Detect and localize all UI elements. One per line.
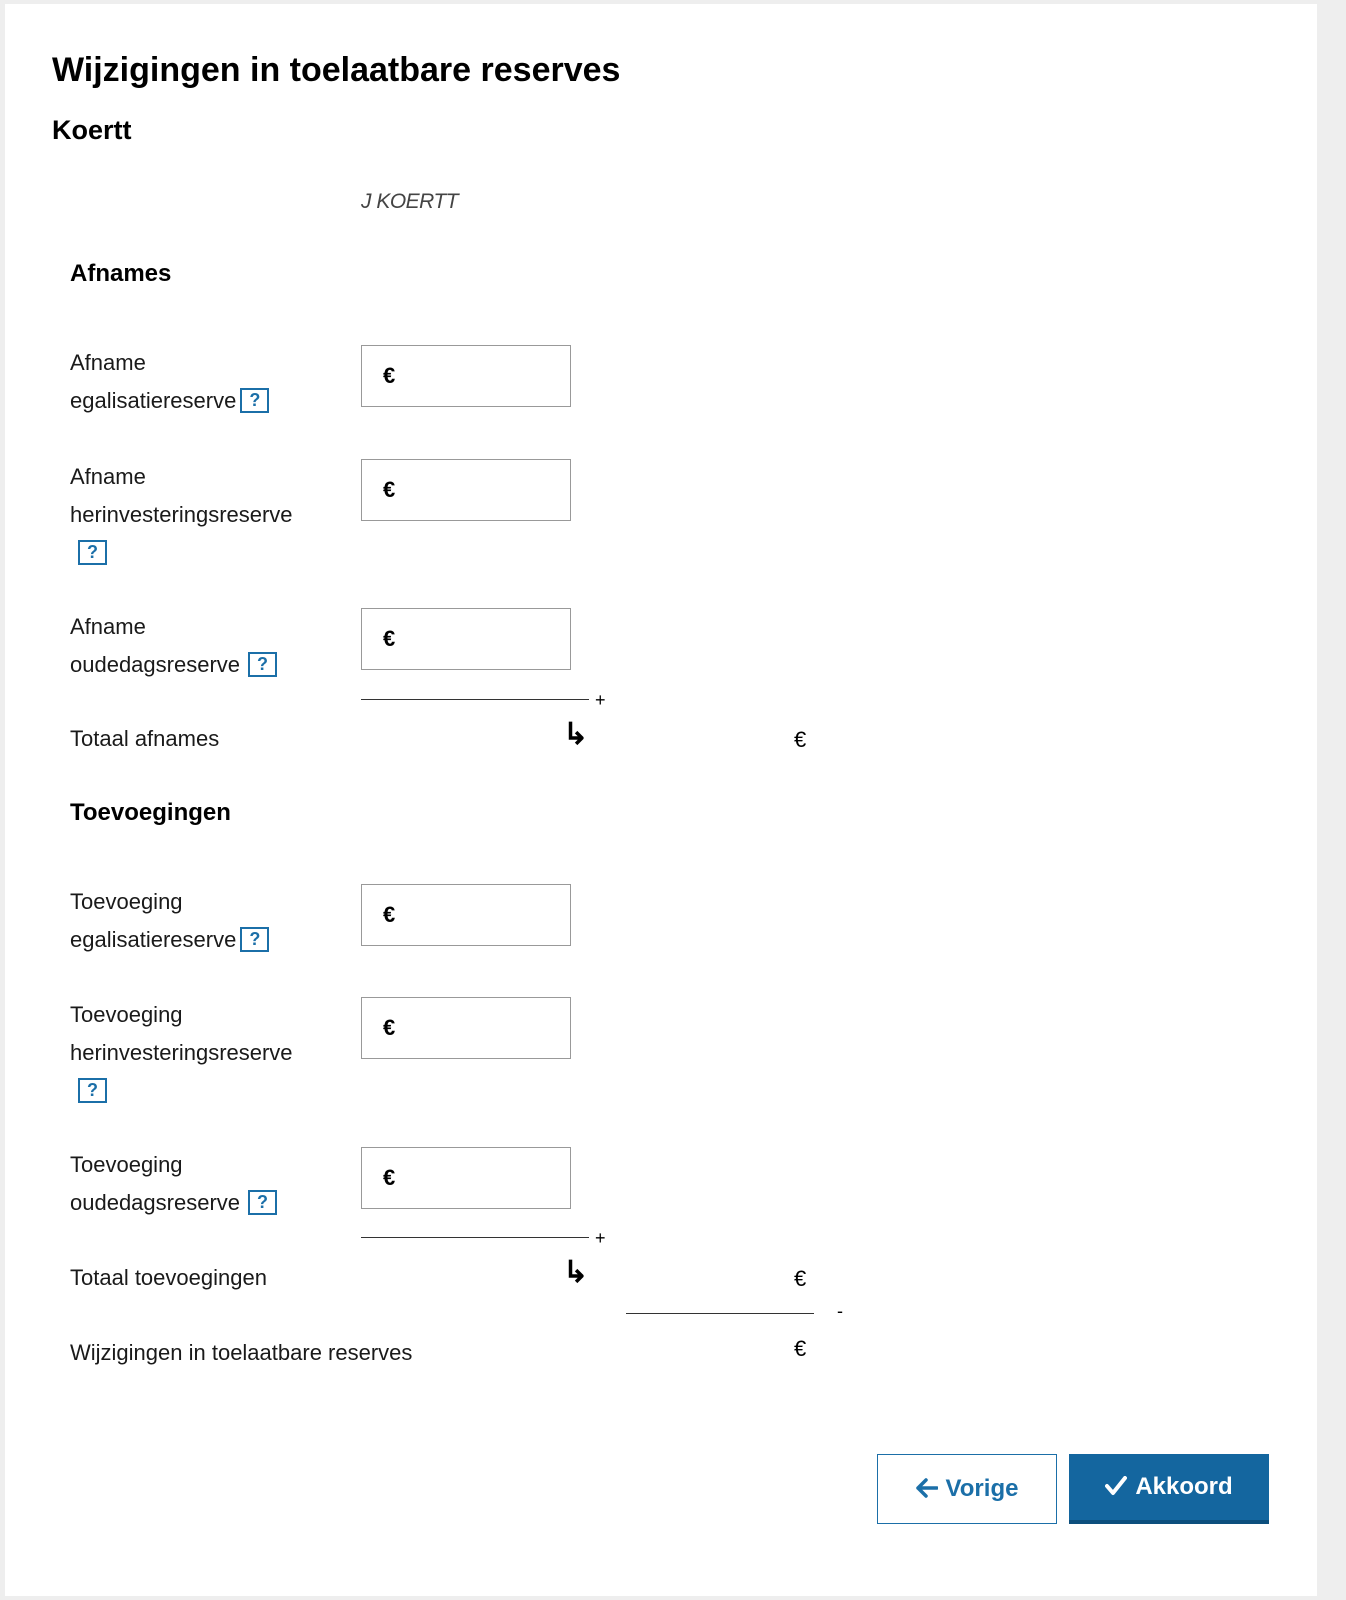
section-heading-toevoegingen: Toevoegingen [70, 799, 231, 826]
total-toevoegingen-label: Totaal toevoegingen [70, 1265, 267, 1290]
akkoord-button[interactable] [1069, 1454, 1269, 1524]
sum-operator: + [595, 1228, 606, 1248]
label-line1: Afname [70, 464, 146, 489]
toevoeging-egalisatiereserve-input[interactable] [406, 893, 560, 939]
sum-operator: + [595, 690, 606, 710]
euro-prefix: € [383, 477, 396, 502]
column-header: J KOERTT [361, 190, 459, 213]
sum-line [361, 699, 589, 700]
afname-herinvesteringsreserve-field [361, 459, 571, 521]
toevoeging-herinvesteringsreserve-field [361, 997, 571, 1059]
afname-egalisatiereserve-field [361, 345, 571, 407]
label-afname-herinvesteringsreserve [70, 458, 320, 572]
arrow-left-icon [916, 1474, 938, 1505]
arrow-down-right-icon: ↳ [563, 1256, 589, 1289]
help-icon[interactable]: ? [78, 540, 107, 565]
label-afname-oudedagsreserve [70, 608, 320, 684]
vorige-button[interactable] [877, 1454, 1057, 1524]
label-line2: oudedagsreserve [70, 1190, 241, 1215]
help-icon[interactable]: ? [248, 1190, 277, 1215]
euro-prefix: € [383, 1015, 396, 1040]
toevoeging-egalisatiereserve-field [361, 884, 571, 946]
arrow-down-right-icon: ↳ [563, 718, 589, 751]
help-icon[interactable]: ? [248, 652, 277, 677]
euro-prefix: € [383, 626, 396, 651]
help-icon[interactable]: ? [240, 388, 269, 413]
label-line1: Toevoeging [70, 1152, 183, 1177]
toevoeging-oudedagsreserve-field [361, 1147, 571, 1209]
help-icon[interactable]: ? [78, 1078, 107, 1103]
toevoeging-herinvesteringsreserve-input[interactable] [406, 1006, 560, 1052]
section-heading-afnames: Afnames [70, 260, 172, 287]
help-icon[interactable]: ? [240, 927, 269, 952]
akkoord-button-label: Akkoord [1135, 1473, 1233, 1500]
label-toevoeging-herinvesteringsreserve [70, 996, 320, 1110]
label-line2: oudedagsreserve [70, 652, 241, 677]
label-line2: herinvesteringsreserve [70, 1040, 293, 1065]
difference-line [626, 1313, 814, 1314]
page-title: Wijzigingen in toelaatbare reserves [52, 51, 621, 89]
afname-herinvesteringsreserve-input[interactable] [406, 468, 560, 514]
afname-egalisatiereserve-input[interactable] [406, 354, 560, 400]
sum-line [361, 1237, 589, 1238]
total-afnames-label: Totaal afnames [70, 726, 220, 751]
label-line1: Toevoeging [70, 1002, 183, 1027]
label-toevoeging-oudedagsreserve [70, 1146, 320, 1222]
euro-prefix: € [383, 363, 396, 388]
label-line2: egalisatiereserve [70, 388, 237, 413]
afname-oudedagsreserve-field [361, 608, 571, 670]
page-subtitle: Koertt [52, 115, 132, 145]
result-currency: € [794, 1336, 807, 1361]
afname-oudedagsreserve-input[interactable] [406, 617, 560, 663]
total-toevoegingen-currency: € [794, 1266, 807, 1291]
total-afnames-currency: € [794, 727, 807, 752]
label-line2: herinvesteringsreserve [70, 502, 293, 527]
label-line1: Afname [70, 350, 146, 375]
euro-prefix: € [383, 1165, 396, 1190]
label-line1: Afname [70, 614, 146, 639]
checkmark-icon [1105, 1472, 1127, 1503]
vorige-button-label: Vorige [945, 1475, 1019, 1502]
label-line1: Toevoeging [70, 889, 183, 914]
label-afname-egalisatiereserve [70, 344, 320, 420]
label-line2: egalisatiereserve [70, 927, 237, 952]
result-label: Wijzigingen in toelaatbare reserves [70, 1340, 413, 1365]
form-panel [5, 4, 1317, 1596]
label-toevoeging-egalisatiereserve [70, 883, 320, 959]
euro-prefix: € [383, 902, 396, 927]
toevoeging-oudedagsreserve-input[interactable] [406, 1156, 560, 1202]
difference-operator: - [837, 1301, 843, 1321]
